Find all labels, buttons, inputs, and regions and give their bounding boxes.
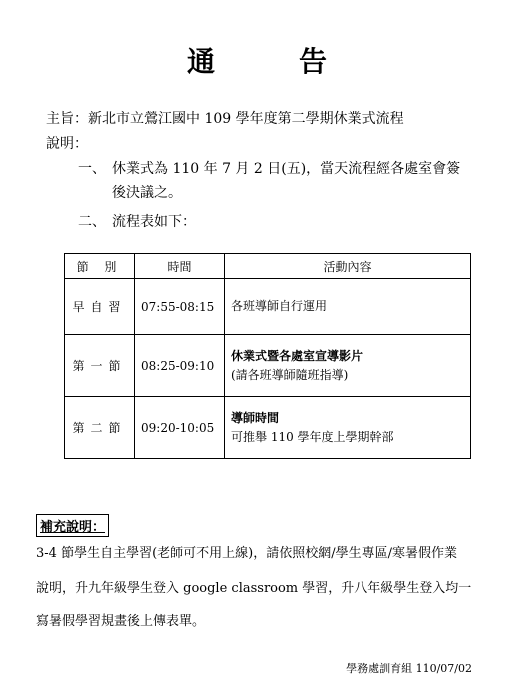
table-row [65,335,471,397]
explain-label: 說明： [46,136,88,152]
title-char-2: 告 [299,45,328,78]
row-period: 第一節 [65,335,135,397]
row-activity [225,279,471,335]
row-time: 07:55-08:15 [135,279,225,335]
header-activity: 活動內容 [225,254,471,279]
row-period: 第二節 [65,397,135,459]
activity-line-1: 導師時間 [231,410,280,425]
row-period: 早自習 [65,279,135,335]
explain-item-2 [78,211,196,231]
activity-line-2: (請各班導師隨班指導) [231,367,349,382]
title-char-1: 通 [186,45,215,78]
schedule-table [64,253,471,459]
row-activity [225,397,471,459]
item-2-number: 二、 [78,214,106,230]
row-time: 08:25-09:10 [135,335,225,397]
activity-line-1: 休業式暨各處室宣導影片 [231,348,364,363]
footer-signature: 學務處訓育組 110/07/02 [346,662,472,675]
header-time: 時間 [135,254,225,279]
subject-line: 主旨：新北市立鶯江國中 109 學年度第二學期休業式流程 [46,111,404,127]
row-activity [225,335,471,397]
table-row [65,279,471,335]
activity-line-2: 可推舉 110 學年度上學期幹部 [231,429,394,444]
item-1-number: 一、 [78,161,106,177]
supplement-line-3: 寫暑假學習規畫後上傳表單。 [36,614,206,629]
supplement-line-2: 說明，升九年級學生登入 google classroom 學習，升八年級學生登入均一 [36,581,472,596]
table-row [65,397,471,459]
explain-item-1 [78,158,460,178]
activity-line-1: 各班導師自行運用 [231,299,328,313]
item-1-continuation: 後決議之。 [112,185,182,201]
table-header-row [65,254,471,279]
supplement-title: 補充說明： [36,514,109,537]
page-title [0,40,514,80]
item-1-text: 休業式為 110 年 7 月 2 日(五)，當天流程經各處室會簽 [112,161,461,177]
supplement-line-1: 3-4 節學生自主學習(老師可不用上線)，請依照校網/學生專區/寒暑假作業 [36,546,457,561]
header-period: 節 別 [65,254,135,279]
row-time: 09:20-10:05 [135,397,225,459]
item-2-text: 流程表如下： [112,214,196,230]
